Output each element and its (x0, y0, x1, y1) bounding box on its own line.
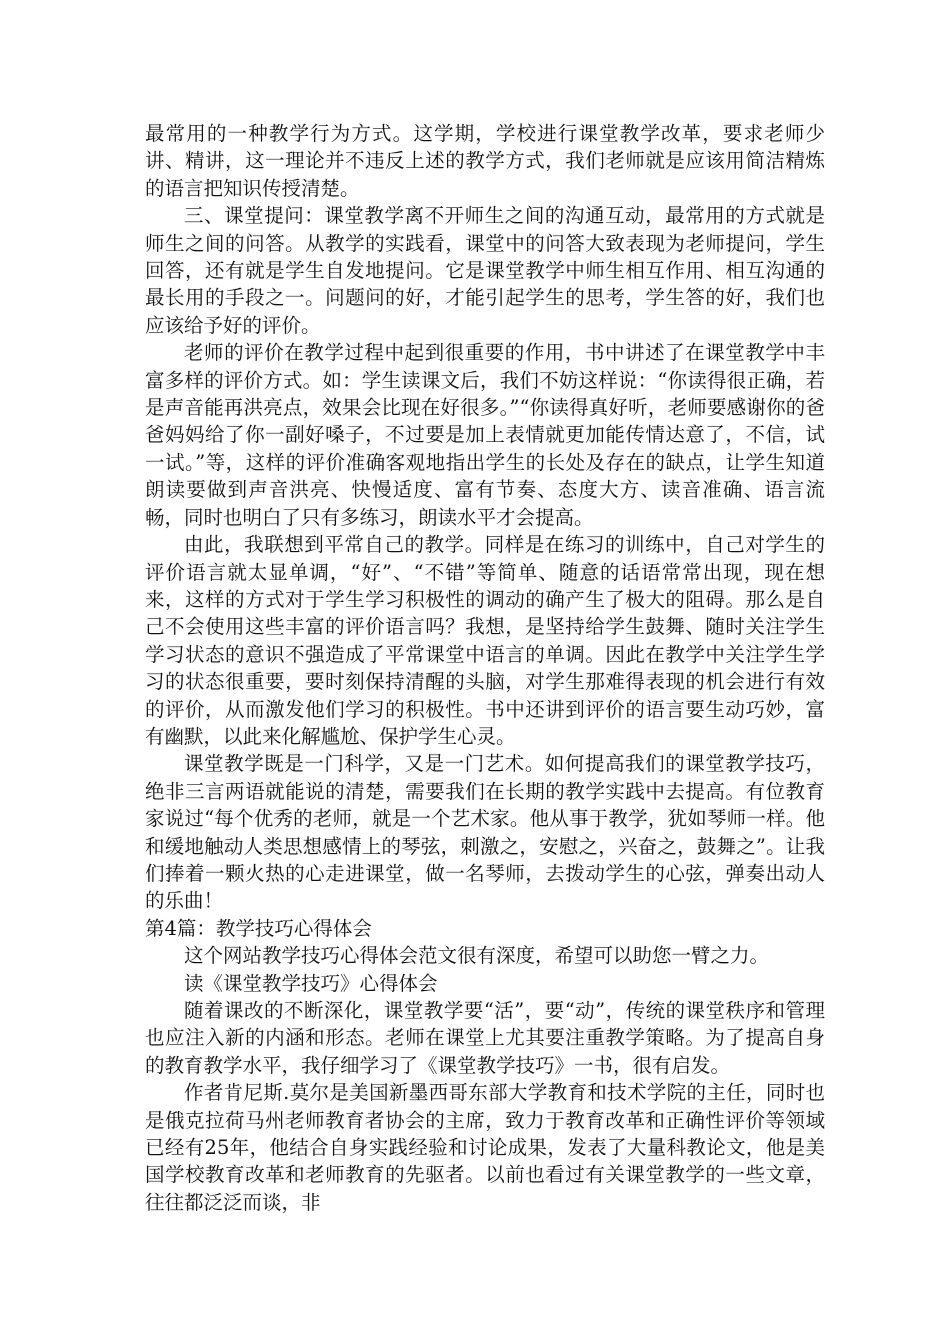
paragraph-9: 作者肯尼斯.莫尔是美国新墨西哥东部大学教育和技术学院的主任，同时也是俄克拉荷马州老师教育者协会的主席，致力于教育改革和正确性评价等领域已经有25年，他结合自身实践经验和讨论成果，发表了大量科教论文，他是美国学校教育改革和老师教育的先驱者。以前也看过有关课堂教学的一些文章，往往都泛泛而谈，非 (145, 1081, 825, 1214)
paragraph-7-title: 读《课堂教学技巧》心得体会 (184, 971, 438, 995)
paragraph-4: 由此，我联想到平常自己的教学。同样是在练习的训练中，自己对学生的评价语言就太显单调，“好”、“不错”等简单、随意的话语常常出现，现在想来，这样的方式对于学生学习积极性的调动的确产生了极大的阻碍。那么是自己不会使用这些丰富的评价语言吗？我想，是坚持给学生鼓舞、随时关注学生学习状态的意识不强造成了平常课堂中语言的单调。因此在教学中关注学生学习的状态很重要，要时刻保持清醒的头脑，对学生那难得表现的机会进行有效的评价，从而激发他们学习的积极性。书中还讲到评价的语言要生动巧妙，富有幽默，以此来化解尴尬、保护学生心灵。 (145, 533, 825, 748)
paragraph-8: 随着课改的不断深化，课堂教学要“活”，要“动”，传统的课堂秩序和管理也应注入新的内涵和形态。老师在课堂上尤其要注重教学策略。为了提高自身的教育教学水平，我仔细学习了《课堂教学技巧》一书，很有启发。 (145, 999, 825, 1077)
paragraph-1: 最常用的一种教学行为方式。这学期，学校进行课堂教学改革，要求老师少讲、精讲，这一理论并不违反上述的教学方式，我们老师就是应该用简洁精炼的语言把知识传授清楚。 (145, 122, 825, 200)
paragraph-5: 课堂教学既是一门科学，又是一门艺术。如何提高我们的课堂教学技巧，绝非三言两语就能说的清楚，需要我们在长期的教学实践中去提高。有位教育家说过“每个优秀的老师，就是一个艺术家。他从事于教学，犹如琴师一样。他和缓地触动人类思想感情上的琴弦，刺激之，安慰之，兴奋之，鼓舞之”。让我们捧着一颗火热的心走进课堂，做一名琴师，去拨动学生的心弦，弹奏出动人的乐曲！ (145, 752, 825, 913)
paragraph-6: 这个网站教学技巧心得体会范文很有深度，希望可以助您一臂之力。 (184, 944, 770, 968)
paragraph-3: 老师的评价在教学过程中起到很重要的作用，书中讲述了在课堂教学中丰富多样的评价方式。如：学生读课文后，我们不妨这样说：“你读得很正确，若是声音能再洪亮点，效果会比现在好很多。”“你读得真好听，老师要感谢你的爸爸妈妈给了你一副好嗓子，不过要是加上表情就更加能传情达意了，不信，试一试。”等，这样的评价准确客观地指出学生的长处及存在的缺点，让学生知道朗读要做到声音洪亮、快慢适度、富有节奏、态度大方、读音准确、语言流畅，同时也明白了只有多练习，朗读水平才会提高。 (145, 341, 825, 529)
section-heading: 第4篇：教学技巧心得体会 (145, 916, 372, 940)
paragraph-2: 三、课堂提问：课堂教学离不开师生之间的沟通互动，最常用的方式就是师生之间的问答。从教学的实践看，课堂中的问答大致表现为老师提问，学生回答，还有就是学生自发地提问。它是课堂教学中师生相互作用、相互沟通的最长用的手段之一。问题问的好，才能引起学生的思考，学生答的好，我们也应该给予好的评价。 (145, 204, 825, 337)
document-page (145, 120, 825, 1216)
